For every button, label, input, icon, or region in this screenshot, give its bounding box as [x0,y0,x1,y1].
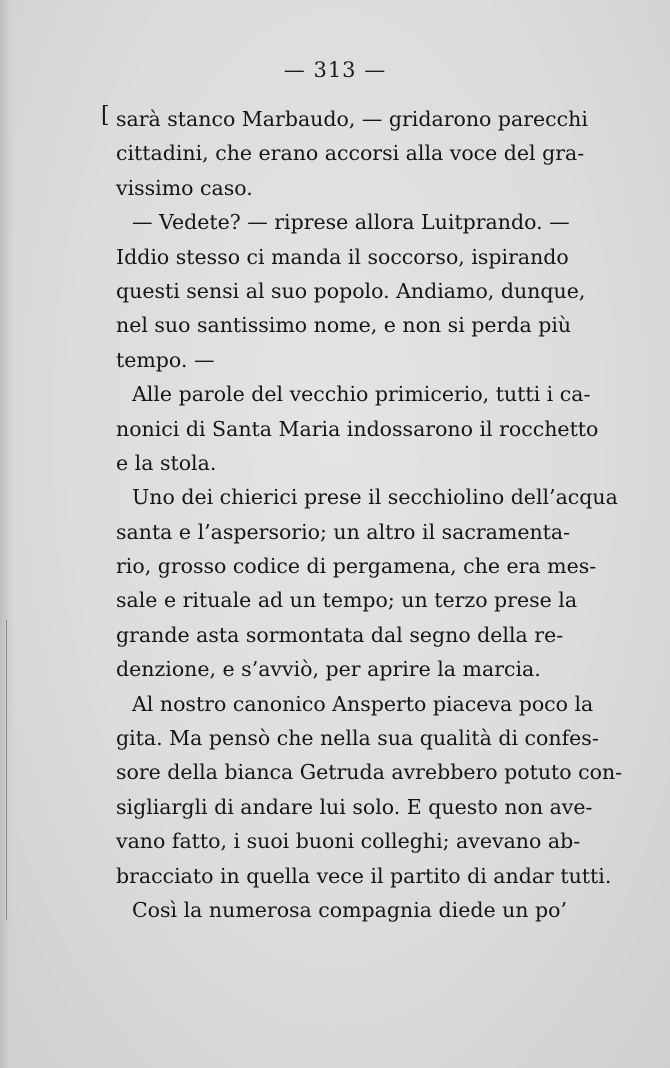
text-line: cittadini, che erano accorsi alla voce del gra- [116,141,585,166]
text-line: nonici di Santa Maria indossarono il rocchetto [116,416,599,441]
text-line: — Vedete? — riprese allora Luitprando. — [132,210,570,235]
text-line: bracciato in quella vece il partito di andar tutti. [116,863,612,888]
text-line: Così la numerosa compagnia diede un po’ [132,897,568,922]
quote-bracket-mark: [ [101,103,110,128]
text-line: vissimo caso. [116,175,253,200]
page-binding-edge [0,0,14,1068]
text-line: grande asta sormontata dal segno della re- [116,622,564,647]
text-line: e la stola. [116,450,217,475]
text-line: gita. Ma pensò che nella sua qualità di confes- [116,726,599,751]
text-line: tempo. — [116,347,215,372]
text-line: rio, grosso codice di pergamena, che era mes- [116,554,597,579]
text-line: sore della bianca Getruda avrebbero potuto con- [116,760,623,785]
text-line: Al nostro canonico Ansperto piaceva poco la [132,691,594,716]
text-line: santa e l’aspersorio; un altro il sacramenta- [116,519,571,544]
page-number: — 313 — [283,58,387,82]
text-line: vano fatto, i suoi buoni colleghi; avevano ab- [116,829,581,854]
text-line: sarà stanco Marbaudo, — gridarono parecchi [116,107,588,131]
body-text [116,102,623,927]
text-line: Alle parole del vecchio primicerio, tutti i ca- [132,382,591,407]
text-line: questi sensi al suo popolo. Andiamo, dunque, [116,278,586,303]
text-line: denzione, e s’avviò, per aprire la marcia. [116,657,541,682]
text-line: sale e rituale ad un tempo; un terzo prese la [116,588,578,613]
text-line: Uno dei chierici prese il secchiolino dell’acqua [132,485,618,510]
text-line: nel suo santissimo nome, e non si perda più [116,313,572,338]
text-line: Iddio stesso ci manda il soccorso, ispirando [116,244,569,269]
page-edge-mark [6,620,7,920]
text-line: sigliargli di andare lui solo. E questo non ave- [116,794,593,819]
